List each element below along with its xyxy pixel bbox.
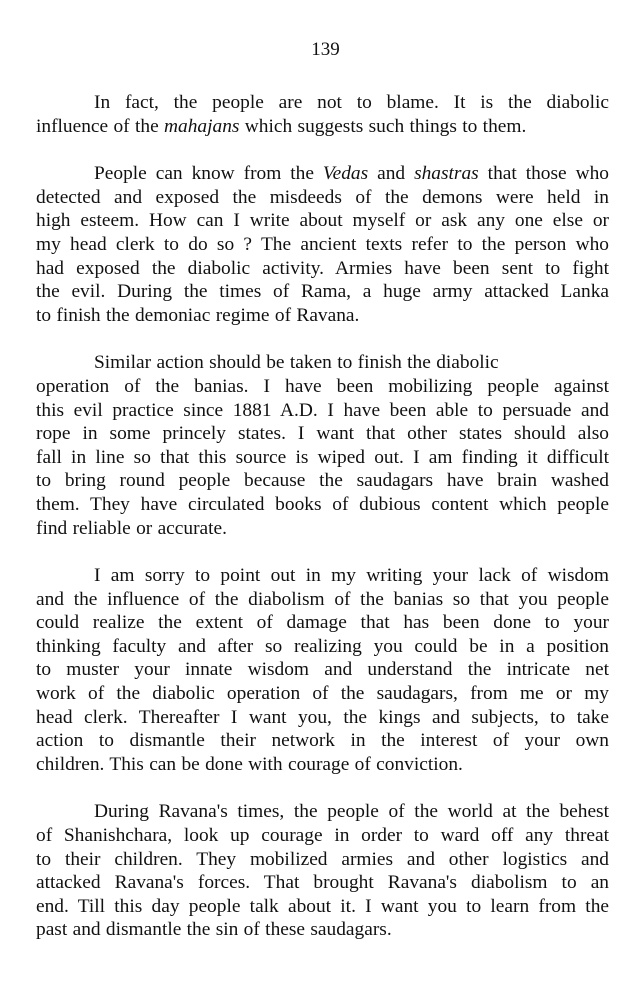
text-line: to finish the demoniac regime of Ravana.: [36, 304, 360, 326]
text-line: had exposed the diabolic activity. Armies have been sent to fight: [36, 257, 609, 279]
text-line: high esteem. How can I write about myself or ask any one else or: [36, 210, 609, 232]
paragraph: [36, 564, 609, 776]
text-line: attacked Ravana's forces. That brought Ravana's diabolism to an: [36, 872, 609, 894]
text-line: to bring round people because the saudagars have brain washed: [36, 470, 609, 492]
text-line: past and dismantle the sin of these saudagars.: [36, 919, 392, 941]
text-line: action to dismantle their network in the interest of your own: [36, 730, 609, 752]
text-line: of Shanishchara, look up courage in order to ward off any threat: [36, 825, 609, 847]
text-line: I am sorry to point out in my writing your lack of wisdom: [94, 565, 609, 587]
text-line: head clerk. Thereafter I want you, the kings and subjects, to take: [36, 706, 609, 728]
text-line: influence of the mahajans which suggests such things to them.: [36, 115, 527, 137]
text-line: this evil practice since 1881 A.D. I have been able to persuade and: [36, 399, 609, 421]
text-line: People can know from the Vedas and shastras that those who: [94, 163, 609, 185]
text-line: rope in some princely states. I want that other states should also: [36, 423, 609, 445]
text-line: to their children. They mobilized armies and other logistics and: [36, 848, 609, 870]
text-line: the evil. During the times of Rama, a huge army attacked Lanka: [36, 281, 609, 303]
text-line: my head clerk to do so ? The ancient texts refer to the person who: [36, 233, 609, 255]
paragraph: [36, 162, 609, 327]
text-line: operation of the banias. I have been mobilizing people against: [36, 375, 609, 397]
text-line: find reliable or accurate.: [36, 517, 227, 539]
paragraph: [36, 800, 609, 942]
text-line: end. Till this day people talk about it. I want you to learn from the: [36, 895, 609, 917]
text-line: to muster your innate wisdom and understand the intricate net: [36, 659, 609, 681]
paragraph: [36, 91, 609, 138]
text-line: detected and exposed the misdeeds of the demons were held in: [36, 186, 609, 208]
text-line: fall in line so that this source is wiped out. I am finding it difficult: [36, 446, 609, 468]
text-line: Similar action should be taken to finish the diabolic: [94, 352, 499, 374]
paragraph: [36, 351, 609, 540]
text-line: work of the diabolic operation of the saudagars, from me or my: [36, 683, 609, 705]
body-text: [36, 91, 609, 942]
text-line: thinking faculty and after so realizing you could be in a position: [36, 635, 609, 657]
text-line: During Ravana's times, the people of the world at the behest: [94, 801, 609, 823]
page-number: 139: [311, 39, 340, 60]
text-line: children. This can be done with courage of conviction.: [36, 753, 463, 775]
text-line: In fact, the people are not to blame. It is the diabolic: [94, 92, 609, 113]
text-line: and the influence of the diabolism of the banias so that you people: [36, 588, 609, 610]
text-line: could realize the extent of damage that has been done to your: [36, 612, 609, 634]
text-line: them. They have circulated books of dubious content which people: [36, 493, 609, 515]
